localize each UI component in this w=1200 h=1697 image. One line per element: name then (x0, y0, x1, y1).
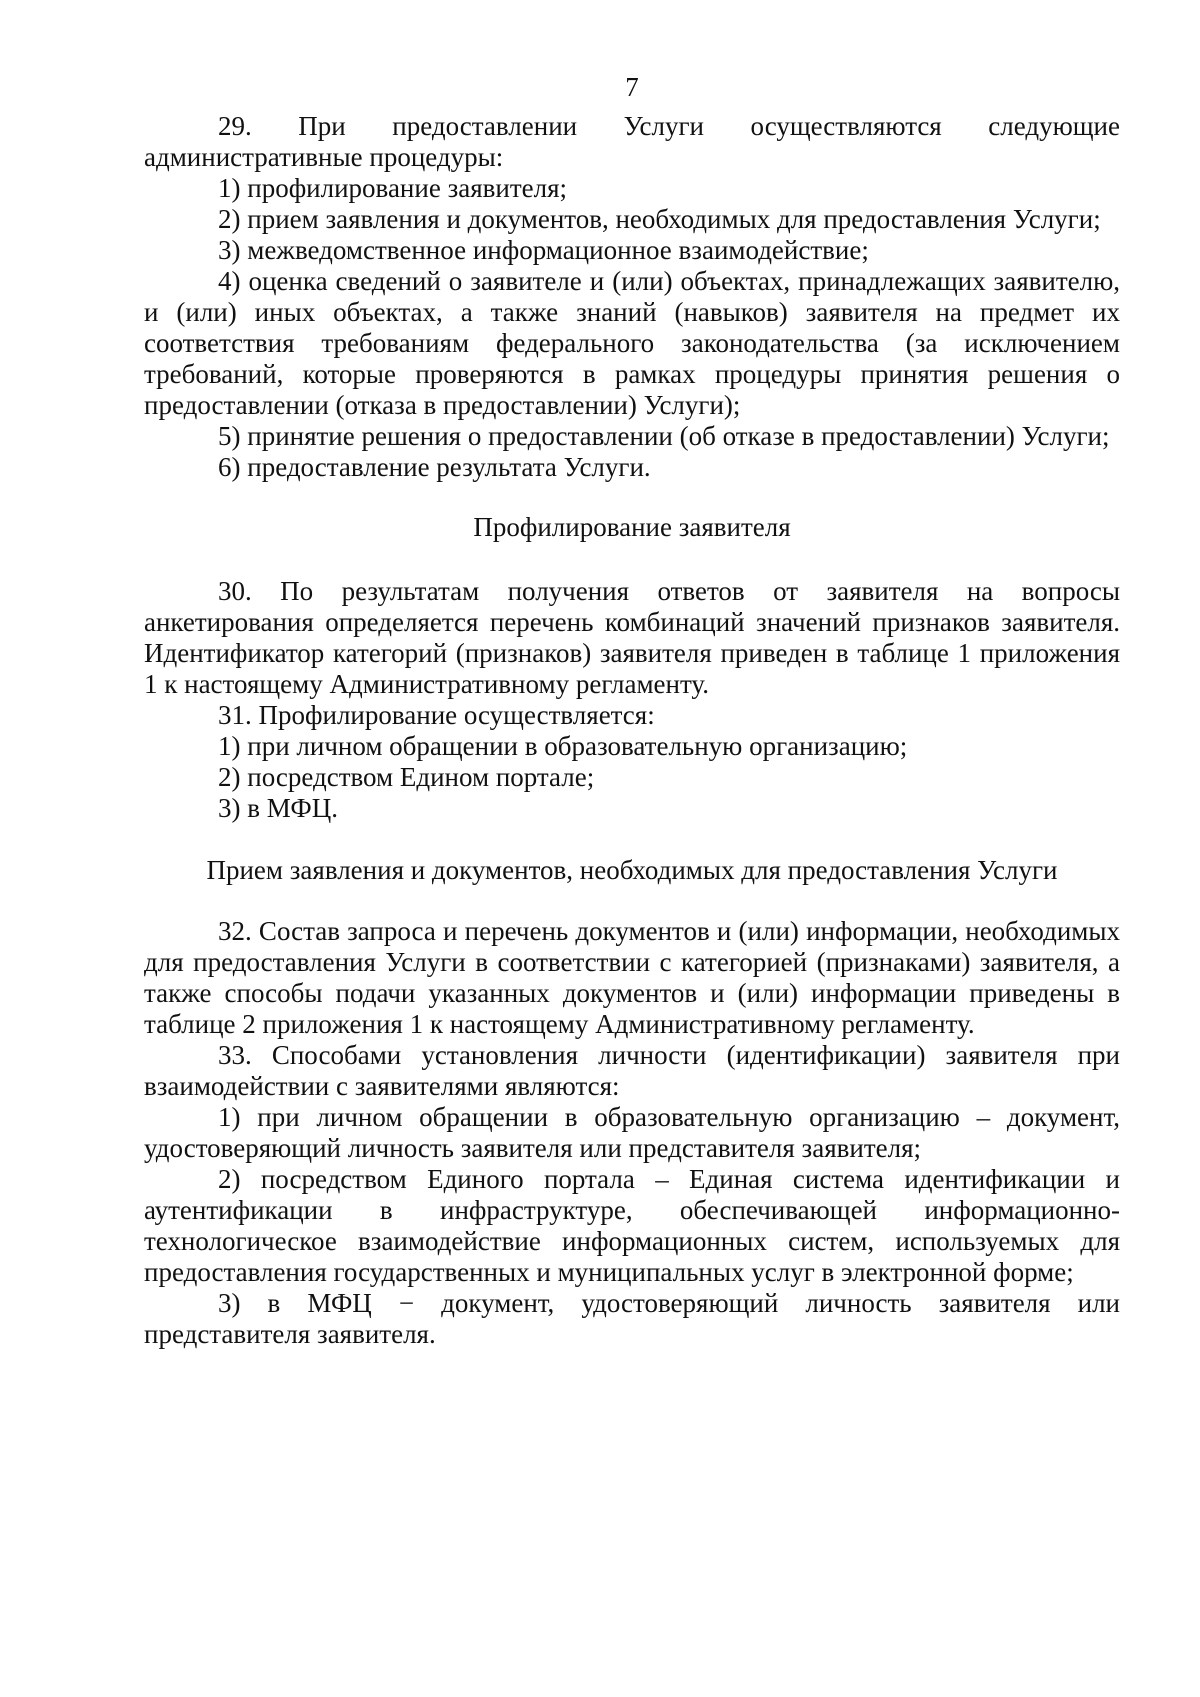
section-heading-application-intake: Прием заявления и документов, необходимых для предоставления Услуги (206, 855, 1058, 885)
list-item-3: 3) межведомственное информационное взаимодействие; (218, 235, 869, 265)
list-item-1: 1) при личном обращении в образовательную организацию; (218, 731, 908, 761)
list-item-3: 3) в МФЦ − документ, удостоверяющий личность заявителя или представителя заявителя. (144, 1288, 1120, 1349)
paragraph-30: 30. По результатам получения ответов от заявителя на вопросы анкетирования определяется перечень комбинаций значений признаков заявителя. Идентификатор категорий (признаков) заявителя приведен в таблице 1 приложения 1 к настоящему Административному регламенту. (144, 576, 1120, 699)
paragraph-29: 29. При предоставлении Услуги осуществляются следующие административные процедуры: (144, 111, 1120, 172)
list-item-1: 1) профилирование заявителя; (218, 173, 568, 203)
list-item-4: 4) оценка сведений о заявителе и (или) объектах, принадлежащих заявителю, и (или) иных объектах, а также знаний (навыков) заявителя на предмет их соответствия требованиям федерального законодательства (за исключением требований, которые проверяются в рамках процедуры принятия решения о предоставлении (отказа в предоставлении) Услуги); (144, 266, 1120, 420)
page-number: 7 (625, 72, 639, 102)
list-item-2: 2) посредством Едином портале; (218, 762, 595, 792)
paragraph-31: 31. Профилирование осуществляется: (218, 700, 655, 730)
list-item-1: 1) при личном обращении в образовательную организацию – документ, удостоверяющий личность заявителя или представителя заявителя; (144, 1102, 1120, 1163)
section-heading-profiling: Профилирование заявителя (473, 512, 791, 542)
list-item-2: 2) прием заявления и документов, необходимых для предоставления Услуги; (218, 204, 1101, 234)
paragraph-32: 32. Состав запроса и перечень документов и (или) информации, необходимых для предоставления Услуги в соответствии с категорией (признаками) заявителя, а также способы подачи указанных документов и (или) информации приведены в таблице 2 приложения 1 к настоящему Административному регламенту. (144, 916, 1120, 1039)
paragraph-33: 33. Способами установления личности (идентификации) заявителя при взаимодействии с заявителями являются: (144, 1040, 1120, 1101)
list-item-6: 6) предоставление результата Услуги. (218, 452, 651, 482)
list-item-3: 3) в МФЦ. (218, 793, 338, 823)
list-item-2: 2) посредством Единого портала – Единая система идентификации и аутентификации в инфраструктуре, обеспечивающей информационно-технологическое взаимодействие информационных систем, используемых для предоставления государственных и муниципальных услуг в электронной форме; (144, 1164, 1120, 1287)
document-page (144, 70, 1120, 1350)
list-item-5: 5) принятие решения о предоставлении (об отказе в предоставлении) Услуги; (218, 421, 1110, 451)
